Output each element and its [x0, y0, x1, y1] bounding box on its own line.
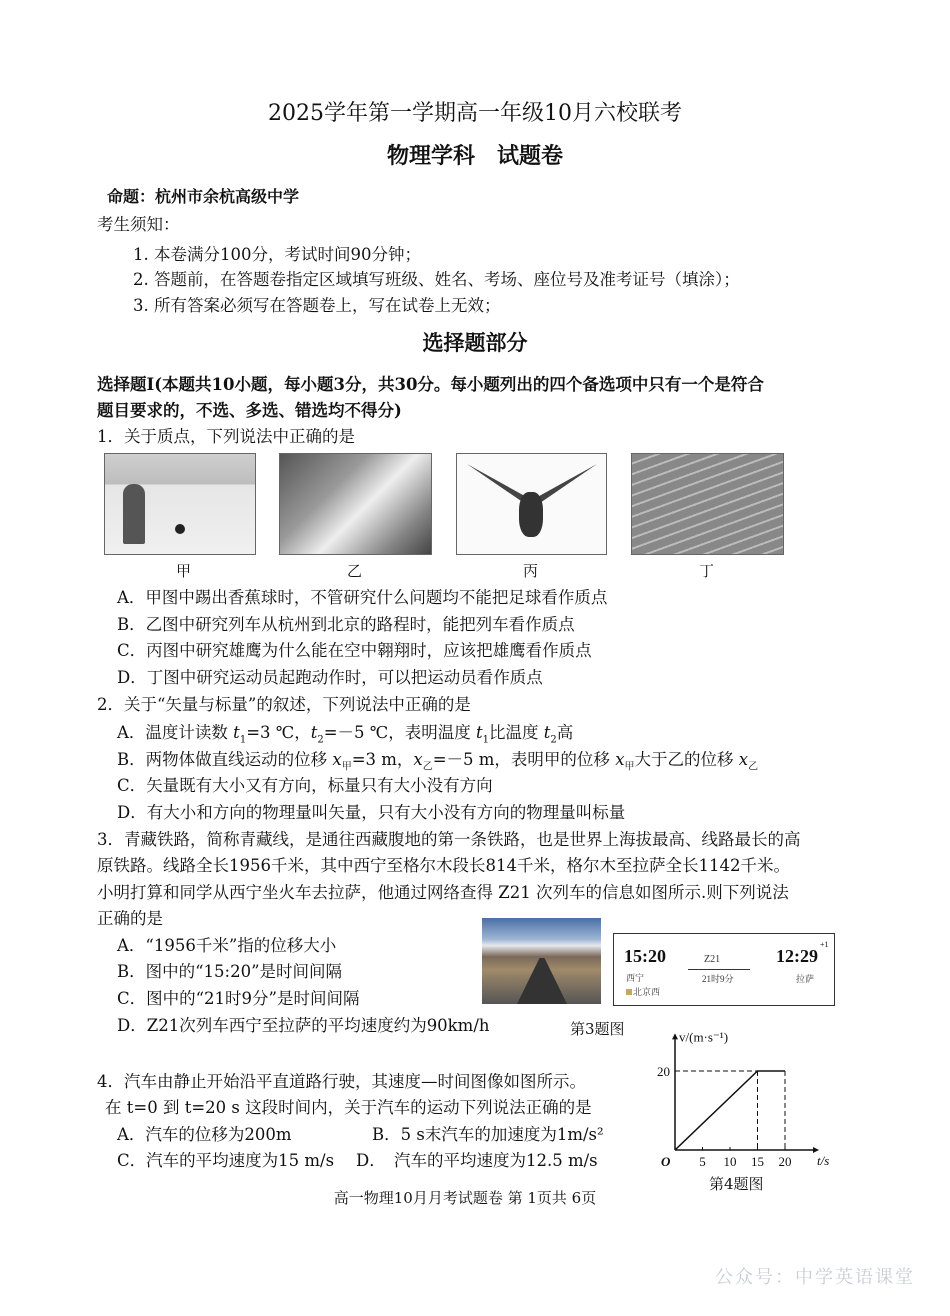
watermark: 公众号：中学英语课堂: [715, 1267, 915, 1288]
depart-station: 西宁: [626, 973, 645, 983]
football-image: [104, 453, 256, 555]
x-axis-label: t/s: [817, 1153, 830, 1168]
option-a: A．汽车的位移为200m: [117, 1125, 292, 1144]
image-label: 乙: [347, 562, 363, 580]
x-tick-label: 15: [751, 1154, 764, 1169]
option-b: B．乙图中研究列车从杭州到北京的路程时，能把列车看作质点: [117, 615, 575, 634]
x-tick-label: 5: [699, 1154, 706, 1169]
option-c: C．矢量既有大小又有方向，标量只有大小没有方向: [117, 776, 493, 795]
page-footer: 高一物理10月月考试题卷 第 1页共 6页: [333, 1189, 597, 1207]
option-d: D．Z21次列车西宁至拉萨的平均速度约为90km/h: [117, 1016, 490, 1035]
question-stem: 3．青藏铁路，简称青藏线，是通往西藏腹地的第一条铁路，也是世界上海拔最高、线路最长的高: [97, 830, 801, 849]
depart-time: 15:20: [624, 946, 666, 966]
figure-caption: 第4题图: [709, 1175, 764, 1193]
author: 命题：杭州市余杭高级中学: [107, 187, 300, 206]
question-stem: 2．关于“矢量与标量”的叙述，下列说法中正确的是: [97, 695, 471, 714]
section-intro: 选择题Ⅰ(本题共10小题，每小题3分，共30分。每小题列出的四个备选项中只有一个是符合: [97, 375, 764, 394]
arrive-station: 拉萨: [796, 974, 815, 984]
question-stem: 小明打算和同学从西宁坐火车去拉萨，他通过网络查得 Z21 次列车的信息如图所示.则下列说法: [97, 883, 789, 902]
train-ticket: [613, 933, 835, 1006]
question-stem: 在 t=0 到 t=20 s 这段时间内，关于汽车的运动下列说法正确的是: [105, 1098, 592, 1117]
option-c: C．丙图中研究雄鹰为什么能在空中翱翔时，应该把雄鹰看作质点: [117, 641, 592, 660]
option-a: A．“1956千米”指的位移大小: [117, 936, 337, 955]
option-b: B．图中的“15:20”是时间间隔: [117, 962, 343, 981]
option-d: D．丁图中研究运动员起跑动作时，可以把运动员看作质点: [117, 668, 543, 687]
image-label: 甲: [176, 562, 192, 580]
option-b: B．5 s末汽车的加速度为1m/s²: [372, 1125, 604, 1144]
train-number: Z21: [704, 954, 721, 965]
duration: 21时9分: [702, 974, 734, 984]
option-d: D． 汽车的平均速度为12.5 m/s: [356, 1151, 598, 1170]
section-intro: 题目要求的，不选、多选、错选均不得分): [97, 401, 402, 420]
figure-caption: 第3题图: [570, 1020, 625, 1038]
image-label: 丙: [523, 562, 539, 580]
question-stem: 正确的是: [97, 909, 163, 928]
option-b: B．两物体做直线运动的位移 $x_甲=3$ m，$x_乙=-5$ m，表明甲的位移 $x_甲$大于乙的位移 $x_乙$: [117, 750, 759, 773]
notice-title: 考生须知：: [97, 215, 180, 234]
y-axis-arrow: [672, 1033, 678, 1039]
notice-item: 2. 答题前，在答题卷指定区域填写班级、姓名、考场、座位号及准考证号（填涂）；: [133, 270, 740, 289]
y-tick-label: 20: [657, 1064, 670, 1079]
eagle-image: [456, 453, 607, 555]
train-image: [279, 453, 432, 555]
sprinters-image: [631, 453, 784, 555]
option-c: C．图中的“21时9分”是时间间隔: [117, 989, 360, 1008]
velocity-line: [675, 1071, 785, 1150]
option-a: A．甲图中踢出香蕉球时，不管研究什么问题均不能把足球看作质点: [117, 588, 608, 607]
section-title: 选择题部分: [422, 330, 528, 355]
question-stem: 原铁路。线路全长1956千米，其中西宁至格尔木段长814千米，格尔木至拉萨全长1142千米。: [97, 856, 790, 875]
exam-title: 2025学年第一学期高一年级10月六校联考: [268, 101, 682, 126]
image-label: 丁: [699, 562, 715, 580]
option-d: D．有大小和方向的物理量叫矢量，只有大小没有方向的物理量叫标量: [117, 803, 626, 822]
railway-image: [482, 918, 601, 1004]
day-offset: +1: [820, 940, 829, 949]
origin-station: 北京西: [626, 985, 660, 998]
option-c: C．汽车的平均速度为15 m/s: [117, 1151, 335, 1170]
y-axis-label: v/(m·s⁻¹): [679, 1029, 729, 1045]
x-tick-label: 20: [778, 1154, 792, 1169]
arrow-icon: [688, 969, 750, 970]
question-stem: 4．汽车由静止开始沿平直道路行驶，其速度—时间图像如图所示。: [97, 1072, 586, 1091]
velocity-time-graph: [650, 1029, 850, 1175]
option-a: A．温度计读数 $t_1=3$ ℃，$t_2=-5$ ℃，表明温度 $t_1$比温度 $t_2$高: [117, 723, 574, 746]
origin-label: O: [661, 1154, 671, 1169]
arrive-time: 12:29: [776, 946, 818, 966]
subject-title: 物理学科 试题卷: [386, 143, 563, 169]
question-stem: 1．关于质点，下列说法中正确的是: [97, 427, 355, 446]
x-tick-label: 10: [723, 1154, 737, 1169]
notice-item: 3. 所有答案必须写在答题卷上，写在试卷上无效；: [133, 296, 501, 315]
notice-item: 1. 本卷满分100分，考试时间90分钟；: [133, 245, 421, 264]
